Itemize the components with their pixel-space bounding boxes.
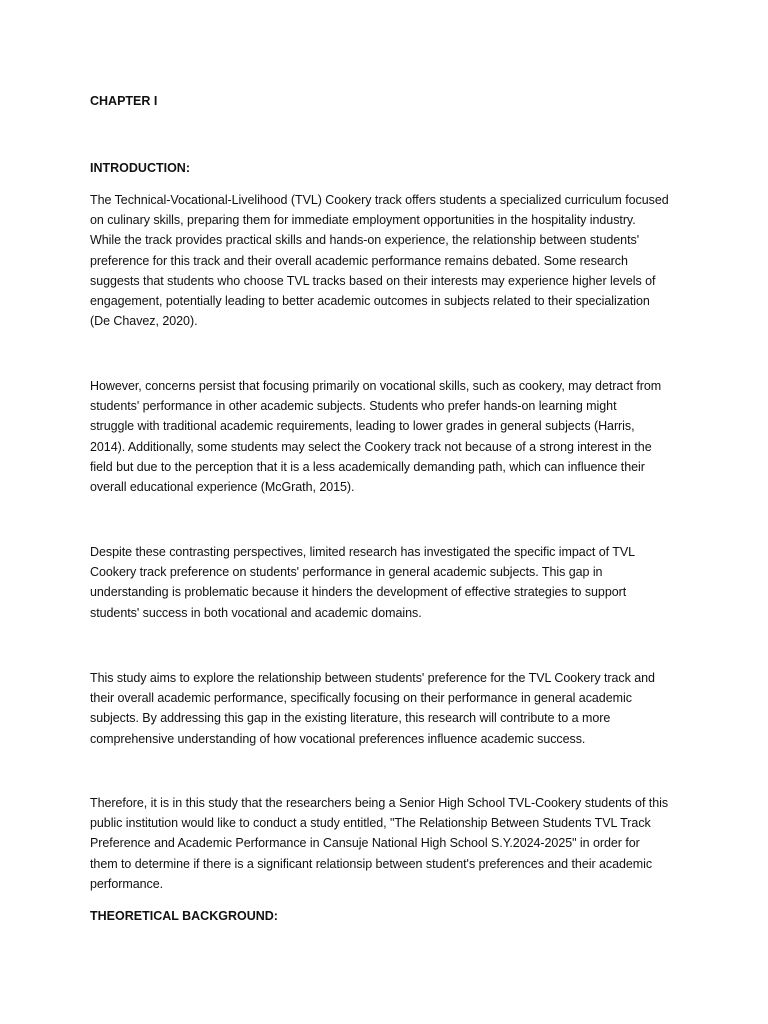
paragraph-line: (De Chavez, 2020). (90, 314, 198, 329)
paragraph-line: The Technical-Vocational-Livelihood (TVL) Cookery track offers students a specialized curriculum focused (90, 193, 669, 207)
paragraph-line: While the track provides practical skills and hands-on experience, the relationship between students' (90, 233, 640, 248)
paragraph-line: preference for this track and their overall academic performance remains debated. Some research (90, 253, 628, 268)
paragraph-line: comprehensive understanding of how vocational preferences influence academic success. (90, 731, 586, 746)
paragraph-line: suggests that students who choose TVL tracks based on their interests may experience higher levels of (90, 273, 656, 288)
paragraph-2 (90, 376, 682, 497)
paragraph-3 (90, 542, 682, 623)
paragraph-5 (90, 793, 682, 894)
paragraph-line: Cookery track preference on students' performance in general academic subjects. This gap in (90, 565, 603, 580)
paragraph-line: struggle with traditional academic requirements, leading to lower grades in general subjects (Harris, (90, 419, 635, 434)
paragraph-line: However, concerns persist that focusing primarily on vocational skills, such as cookery, may detract from (90, 379, 662, 393)
paragraph-line: subjects. By addressing this gap in the existing literature, this research will contribute to a more (90, 711, 611, 726)
paragraph-4 (90, 668, 682, 749)
paragraph-line: Despite these contrasting perspectives, limited research has investigated the specific impact of TVL (90, 545, 636, 559)
paragraph-line: Preference and Academic Performance in Cansuje National High School S.Y.2024-2025" in order for (90, 836, 640, 851)
paragraph-line: public institution would like to conduct a study entitled, "The Relationship Between Students TVL Track (90, 816, 651, 831)
chapter-heading: CHAPTER I (90, 94, 158, 108)
paragraph-line: performance. (90, 876, 164, 891)
paragraph-line: engagement, potentially leading to better academic outcomes in subjects related to their specialization (90, 294, 650, 309)
paragraph-line: them to determine if there is a significant relationsip between student's preferences and their academic (90, 856, 653, 871)
theoretical-background-heading: THEORETICAL BACKGROUND: (90, 909, 278, 923)
paragraph-line: This study aims to explore the relationship between students' preference for the TVL Cookery track and (90, 671, 655, 685)
paragraph-line: understanding is problematic because it hinders the development of effective strategies to support (90, 585, 627, 600)
paragraph-line: their overall academic performance, specifically focusing on their performance in general academic (90, 691, 632, 706)
paragraph-line: overall educational experience (McGrath, 2015). (90, 480, 355, 495)
paragraph-1 (90, 190, 682, 331)
paragraph-line: students' success in both vocational and academic domains. (90, 605, 422, 620)
introduction-heading: INTRODUCTION: (90, 161, 190, 175)
paragraph-line: on culinary skills, preparing them for immediate employment opportunities in the hospitality industry. (90, 213, 636, 228)
paragraph-line: Therefore, it is in this study that the researchers being a Senior High School TVL-Cookery students of this (90, 796, 669, 810)
paragraph-line: students' performance in other academic subjects. Students who prefer hands-on learning might (90, 399, 617, 414)
paragraph-line: 2014). Additionally, some students may select the Cookery track not because of a strong interest in the (90, 439, 652, 454)
paragraph-line: field but due to the perception that it is a less academically demanding path, which can influence their (90, 459, 645, 474)
